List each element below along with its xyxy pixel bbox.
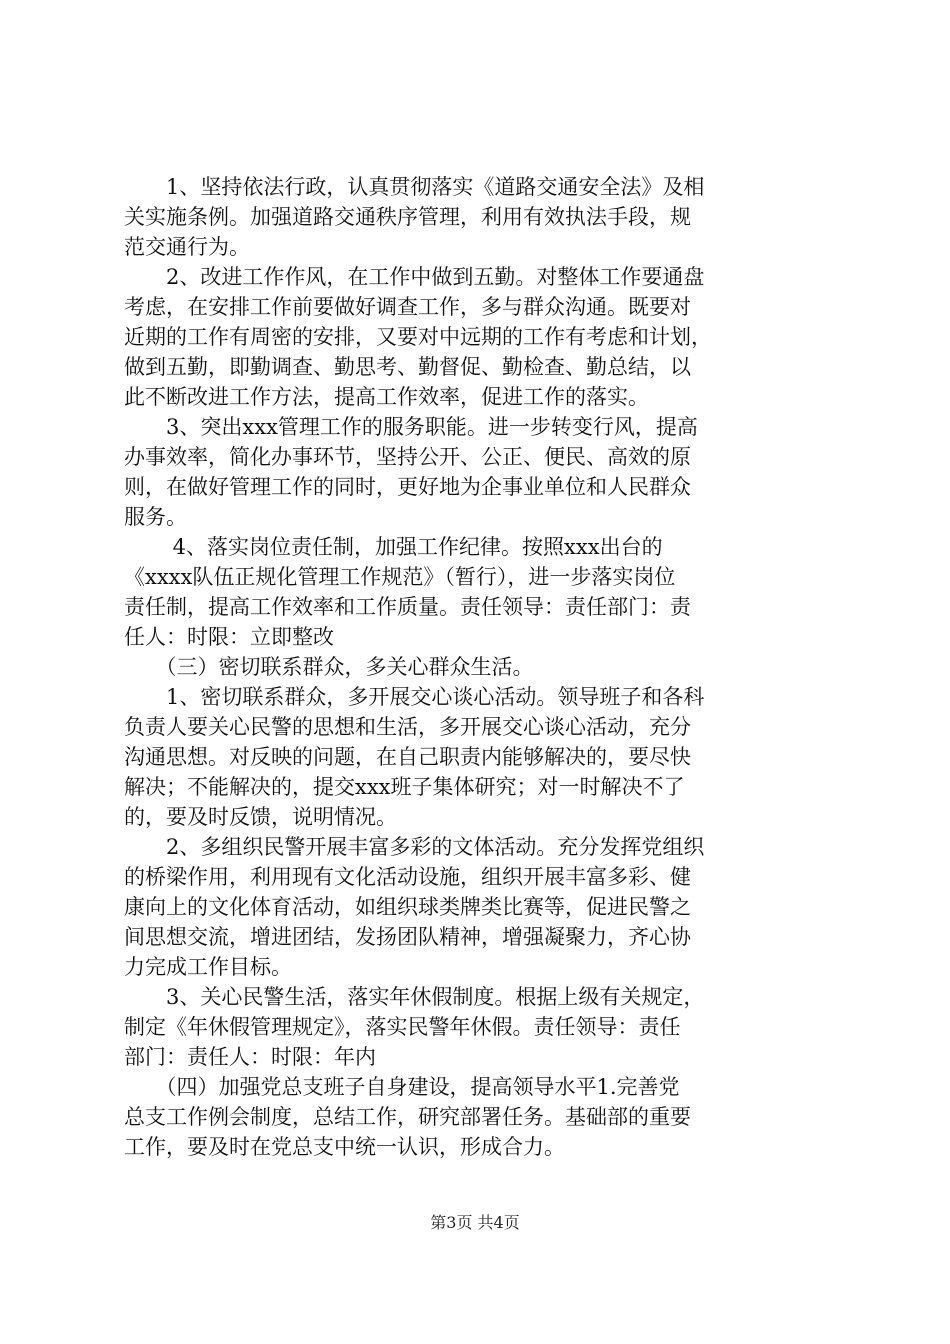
text-line: 3、突出xxx管理工作的服务职能。进一步转变行风，提高 (124, 415, 698, 439)
text-line: 4、落实岗位责任制，加强工作纪律。按照xxx出台的 (124, 535, 663, 559)
text-line: 的桥梁作用，利用现有文化活动设施，组织开展丰富多彩、健 (124, 865, 691, 889)
text-line: 任人：时限：立即整改 (124, 625, 334, 649)
text-line: 做到五勤，即勤调查、勤思考、勤督促、勤检查、勤总结，以 (124, 355, 691, 379)
text-line: 此不断改进工作方法，提高工作效率，促进工作的落实。 (124, 385, 649, 409)
text-line: 1、密切联系群众，多开展交心谈心活动。领导班子和各科 (124, 685, 705, 709)
text-line: 总支工作例会制度，总结工作，研究部署任务。基础部的重要 (124, 1105, 691, 1129)
text-line: 办事效率，简化办事环节，坚持公开、公正、便民、高效的原 (124, 445, 691, 469)
page-number-footer: 第3页 共4页 (430, 1213, 520, 1232)
text-line: 部门：责任人：时限：年内 (124, 1045, 376, 1069)
text-line: 制定《年休假管理规定》，落实民警年休假。责任领导：责任 (124, 1015, 681, 1039)
text-line: 的，要及时反馈，说明情况。 (124, 805, 397, 829)
section-heading: （四）加强党总支班子自身建设，提高领导水平1.完善党 (124, 1075, 680, 1099)
text-line: 责任制，提高工作效率和工作质量。责任领导：责任部门：责 (124, 595, 691, 619)
text-line: 解决；不能解决的，提交xxx班子集体研究；对一时解决不了 (124, 775, 685, 799)
text-line: 间思想交流，增进团结，发扬团队精神，增强凝聚力，齐心协 (124, 925, 691, 949)
text-line: 2、多组织民警开展丰富多彩的文体活动。充分发挥党组织 (124, 835, 705, 859)
text-line: 2、改进工作作风，在工作中做到五勤。对整体工作要通盘 (124, 265, 705, 289)
text-line: 范交通行为。 (124, 235, 250, 259)
text-line: 康向上的文化体育活动，如组织球类牌类比赛等，促进民警之 (124, 895, 691, 919)
text-line: 则，在做好管理工作的同时，更好地为企事业单位和人民群众 (124, 475, 691, 499)
text-line: 《xxxx队伍正规化管理工作规范》（暂行），进一步落实岗位 (124, 565, 676, 589)
section-heading: （三）密切联系群众，多关心群众生活。 (124, 655, 534, 679)
text-line: 考虑，在安排工作前要做好调查工作，多与群众沟通。既要对 (124, 295, 691, 319)
text-line: 沟通思想。对反映的问题，在自己职责内能够解决的，要尽快 (124, 745, 691, 769)
text-line: 1、坚持依法行政，认真贯彻落实《道路交通安全法》及相 (124, 175, 705, 199)
text-line: 近期的工作有周密的安排，又要对中远期的工作有考虑和计划， (124, 325, 712, 349)
text-line: 关实施条例。加强道路交通秩序管理，利用有效执法手段，规 (124, 205, 691, 229)
text-line: 工作，要及时在党总支中统一认识，形成合力。 (124, 1135, 565, 1159)
text-line: 负责人要关心民警的思想和生活，多开展交心谈心活动，充分 (124, 715, 691, 739)
text-line: 服务。 (124, 505, 187, 529)
text-line: 力完成工作目标。 (124, 955, 292, 979)
text-line: 3、关心民警生活，落实年休假制度。根据上级有关规定， (124, 985, 705, 1009)
